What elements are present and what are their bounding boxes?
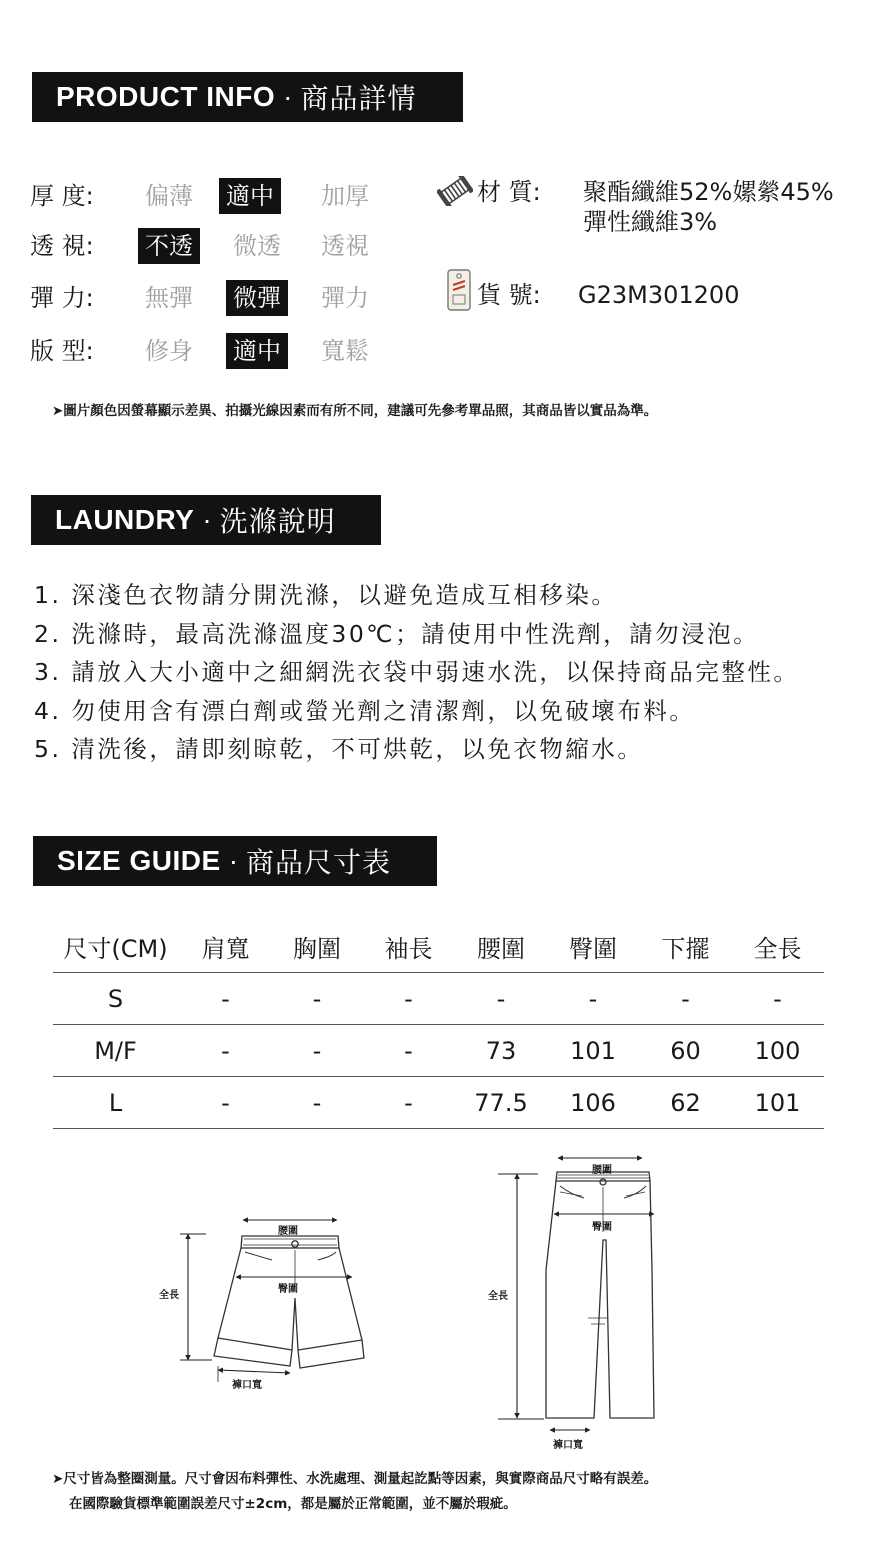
table-cell: - [273, 1025, 361, 1077]
shorts-length-label: 全長 [159, 1290, 179, 1301]
table-cell: 106 [546, 1077, 640, 1129]
table-cell: - [731, 973, 824, 1025]
column-header: 臀圍 [569, 934, 617, 963]
attribute-option: 無彈 [145, 284, 193, 312]
table-cell: S [53, 973, 178, 1025]
laundry-item: 2. 洗滌時，最高洗滌溫度30℃；請使用中性洗劑，請勿浸泡。 [34, 619, 760, 648]
column-header: 肩寬 [201, 934, 250, 963]
size-table-header-row [53, 920, 824, 973]
attribute-option: 加厚 [321, 182, 369, 210]
attribute-option-selected: 微彈 [226, 280, 288, 316]
pants-length-label: 全長 [488, 1291, 508, 1302]
pants-waist-label: 腰圍 [592, 1165, 612, 1176]
table-cell: - [273, 1077, 361, 1129]
laundry-title-en: LAUNDRY [55, 504, 195, 535]
header-separator: · [228, 845, 239, 876]
attribute-option: 透視 [321, 232, 369, 260]
column-header: 腰圍 [477, 934, 525, 963]
header-separator: · [202, 504, 212, 535]
product-info-title-en: PRODUCT INFO [56, 81, 276, 112]
attribute-label: 透 視: [30, 232, 94, 260]
pants-hip-label: 臀圍 [592, 1222, 612, 1233]
table-cell: 100 [731, 1025, 824, 1077]
laundry-item: 5. 清洗後，請即刻晾乾，不可烘乾，以免衣物縮水。 [34, 735, 644, 763]
laundry-item: 3. 請放入大小適中之細網洗衣袋中弱速水洗，以保持商品完整性。 [34, 658, 800, 686]
color-disclaimer-note: ➤圖片顏色因螢幕顯示差異、拍攝光線因素而有所不同，建議可先參考單品照，其商品皆以實品為準。 [52, 403, 658, 419]
material-value-line2: 彈性纖維3% [583, 208, 718, 236]
shorts-waist-label: 腰圍 [278, 1226, 298, 1237]
shorts-hip-label: 臀圍 [278, 1284, 298, 1295]
size-disclaimer-note-line1: ➤尺寸皆為整圈測量。尺寸會因布料彈性、水洗處理、測量起訖點等因素，與實際商品尺寸略有誤差。 [52, 1471, 658, 1487]
column-header: 袖長 [384, 934, 433, 963]
column-header: 全長 [753, 934, 802, 963]
attribute-label: 版 型: [30, 337, 94, 365]
table-cell: - [546, 973, 640, 1025]
pants-hem-label: 褲口寬 [553, 1440, 583, 1451]
table-cell: 77.5 [456, 1077, 546, 1129]
tag-icon [446, 268, 472, 312]
table-cell: - [361, 973, 456, 1025]
attribute-option-selected: 適中 [219, 178, 281, 214]
attribute-option: 彈力 [321, 284, 369, 312]
column-header: 尺寸(CM) [63, 934, 168, 963]
size-disclaimer-note-line2: 在國際驗貨標準範圍誤差尺寸±2cm，都是屬於正常範圍，並不屬於瑕疵。 [69, 1496, 517, 1512]
laundry-instructions-list [34, 576, 799, 769]
table-cell: M/F [53, 1025, 178, 1077]
sku-label: 貨 號: [477, 281, 541, 309]
pants-measurement-diagram [480, 1150, 680, 1445]
table-row [53, 1077, 824, 1129]
table-cell: - [361, 1077, 456, 1129]
material-label: 材 質: [477, 178, 541, 206]
table-cell: - [640, 973, 731, 1025]
product-info-header [32, 72, 463, 122]
table-cell: 60 [640, 1025, 731, 1077]
attribute-option-selected: 適中 [226, 333, 288, 369]
table-row [53, 1025, 824, 1077]
attribute-option: 修身 [145, 337, 193, 365]
attribute-option: 偏薄 [145, 182, 193, 210]
attribute-option: 寬鬆 [321, 337, 369, 365]
laundry-header [31, 495, 381, 545]
table-cell: - [456, 973, 546, 1025]
table-cell: - [178, 1077, 273, 1129]
size-guide-title-en: SIZE GUIDE [57, 845, 221, 876]
laundry-title-zh: 洗滌說明 [219, 505, 336, 538]
table-cell: 101 [731, 1077, 824, 1129]
size-guide-title-zh: 商品尺寸表 [246, 846, 392, 879]
table-cell: - [178, 973, 273, 1025]
attribute-label: 厚 度: [30, 182, 94, 210]
table-row [53, 973, 824, 1025]
table-cell: - [178, 1025, 273, 1077]
thread-spool-icon [437, 176, 473, 206]
shorts-measurement-diagram [150, 1210, 380, 1395]
column-header: 胸圍 [293, 934, 341, 963]
attribute-option-selected: 不透 [138, 228, 200, 264]
size-table [53, 920, 824, 1129]
material-value-line1: 聚酯纖維52%嫘縈45% [583, 178, 834, 206]
laundry-item: 4. 勿使用含有漂白劑或螢光劑之清潔劑，以免破壞布料。 [34, 696, 696, 725]
table-cell: 62 [640, 1077, 731, 1129]
table-cell: - [273, 973, 361, 1025]
laundry-item: 1. 深淺色衣物請分開洗滌，以避免造成互相移染。 [34, 581, 618, 609]
sku-value: G23M301200 [578, 281, 740, 309]
table-cell: L [53, 1077, 178, 1129]
column-header: 下擺 [661, 934, 710, 963]
attribute-option: 微透 [233, 232, 281, 260]
attribute-label: 彈 力: [30, 284, 94, 312]
table-cell: 101 [546, 1025, 640, 1077]
size-guide-header [33, 836, 437, 886]
product-info-title-zh: 商品詳情 [300, 82, 417, 115]
shorts-hem-label: 褲口寬 [232, 1380, 262, 1391]
table-cell: - [361, 1025, 456, 1077]
table-cell: 73 [456, 1025, 546, 1077]
header-separator: · [283, 81, 293, 112]
